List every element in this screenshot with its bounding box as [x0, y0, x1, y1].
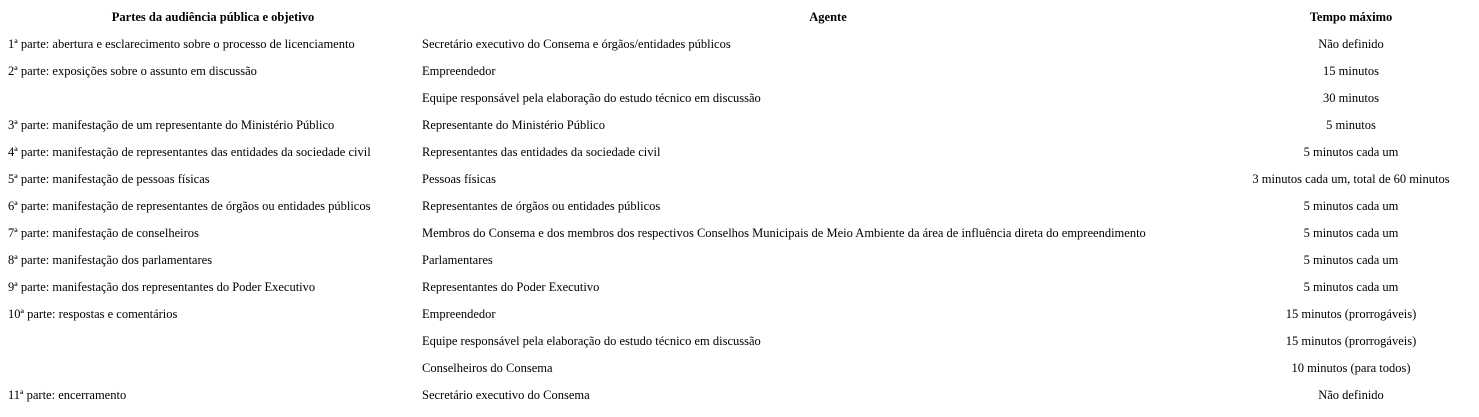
- header-row: [7, 4, 1465, 31]
- table-row: [7, 58, 1465, 85]
- agent-cell: Secretário executivo do Consema: [422, 388, 590, 402]
- time-cell: 30 minutos: [1323, 91, 1379, 105]
- agent-cell: Representantes das entidades da sociedade civil: [422, 145, 661, 159]
- time-cell: Não definido: [1318, 37, 1384, 51]
- part-cell: [7, 355, 419, 382]
- table-row: [7, 355, 1465, 382]
- part-cell: 3ª parte: manifestação de um representante do Ministério Público: [8, 118, 335, 132]
- table-row: [7, 166, 1465, 193]
- part-cell: 10ª parte: respostas e comentários: [8, 307, 178, 321]
- agent-cell: Empreendedor: [422, 64, 496, 78]
- header-agent: Agente: [809, 10, 847, 24]
- part-cell: 5ª parte: manifestação de pessoas físicas: [8, 172, 210, 186]
- part-cell: 6ª parte: manifestação de representantes de órgãos ou entidades públicos: [8, 199, 371, 213]
- agent-cell: Representante do Ministério Público: [422, 118, 605, 132]
- part-cell: 11ª parte: encerramento: [8, 388, 127, 402]
- time-cell: 15 minutos (prorrogáveis): [1285, 307, 1417, 321]
- table-row: [7, 112, 1465, 139]
- part-cell: 4ª parte: manifestação de representantes das entidades da sociedade civil: [8, 145, 371, 159]
- part-cell: 2ª parte: exposições sobre o assunto em discussão: [8, 64, 257, 78]
- table-row: [7, 382, 1465, 409]
- table-row: [7, 85, 1465, 112]
- agent-cell: Secretário executivo do Consema e órgãos/entidades públicos: [422, 37, 731, 51]
- table-row: [7, 328, 1465, 355]
- time-cell: 3 minutos cada um, total de 60 minutos: [1252, 172, 1450, 186]
- agent-cell: Equipe responsável pela elaboração do estudo técnico em discussão: [422, 334, 761, 348]
- table-row: [7, 220, 1465, 247]
- agent-cell: Representantes do Poder Executivo: [422, 280, 600, 294]
- part-cell: [7, 85, 419, 112]
- time-cell: 15 minutos (prorrogáveis): [1285, 334, 1417, 348]
- time-cell: 5 minutos: [1326, 118, 1376, 132]
- table-row: [7, 31, 1465, 58]
- agent-cell: Conselheiros do Consema: [422, 361, 553, 375]
- time-cell: 5 minutos cada um: [1303, 280, 1399, 294]
- part-cell: 7ª parte: manifestação de conselheiros: [8, 226, 199, 240]
- time-cell: 5 minutos cada um: [1303, 199, 1399, 213]
- time-cell: 15 minutos: [1323, 64, 1379, 78]
- part-cell: [7, 328, 419, 355]
- agent-cell: Representantes de órgãos ou entidades públicos: [422, 199, 661, 213]
- table-row: [7, 139, 1465, 166]
- agent-cell: Empreendedor: [422, 307, 496, 321]
- part-cell: 1ª parte: abertura e esclarecimento sobre o processo de licenciamento: [8, 37, 355, 51]
- time-cell: 5 minutos cada um: [1303, 226, 1399, 240]
- public-hearing-table: [5, 4, 1467, 409]
- time-cell: 5 minutos cada um: [1303, 253, 1399, 267]
- time-cell: 10 minutos (para todos): [1291, 361, 1411, 375]
- agent-cell: Pessoas físicas: [422, 172, 496, 186]
- agent-cell: Membros do Consema e dos membros dos respectivos Conselhos Municipais de Meio Ambiente da área de influência direta do empreendimento: [422, 226, 1146, 240]
- header-part: Partes da audiência pública e objetivo: [111, 10, 315, 24]
- part-cell: 9ª parte: manifestação dos representantes do Poder Executivo: [8, 280, 316, 294]
- table-row: [7, 247, 1465, 274]
- agent-cell: Parlamentares: [422, 253, 493, 267]
- header-time: Tempo máximo: [1309, 10, 1393, 24]
- table-row: [7, 274, 1465, 301]
- table-row: [7, 193, 1465, 220]
- table-row: [7, 301, 1465, 328]
- time-cell: 5 minutos cada um: [1303, 145, 1399, 159]
- agent-cell: Equipe responsável pela elaboração do estudo técnico em discussão: [422, 91, 761, 105]
- part-cell: 8ª parte: manifestação dos parlamentares: [8, 253, 213, 267]
- time-cell: Não definido: [1318, 388, 1384, 402]
